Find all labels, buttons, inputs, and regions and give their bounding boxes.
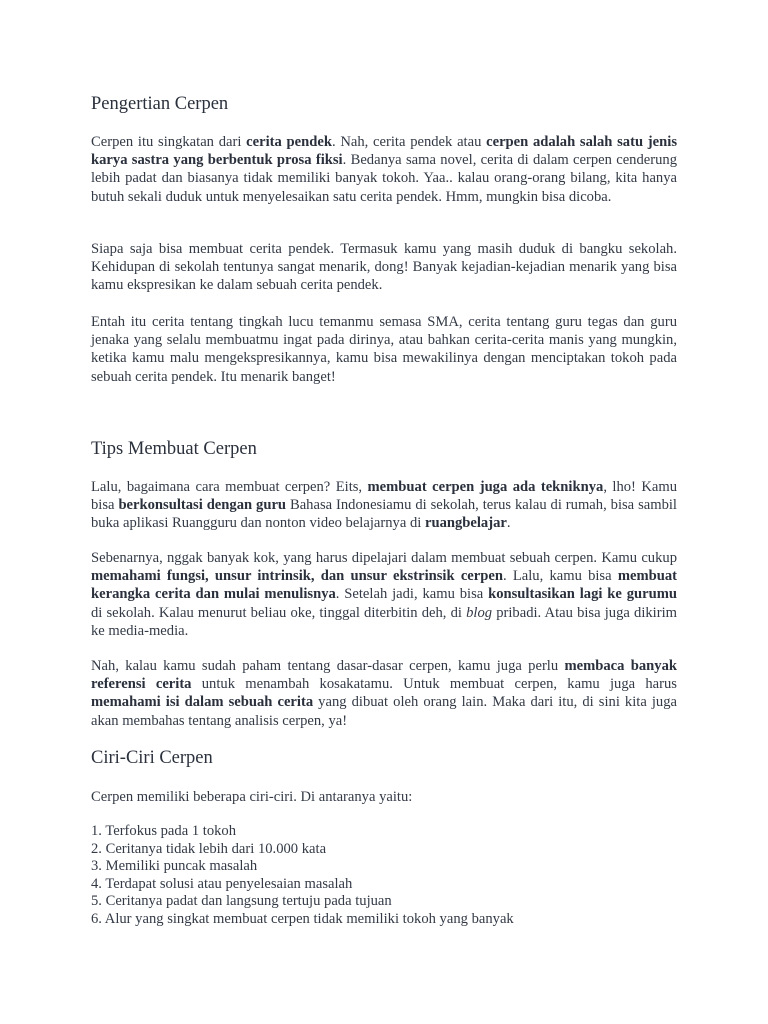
paragraph-pengertian-1 [91, 133, 677, 206]
text-run: Lalu, bagaimana cara membuat cerpen? Eits, [91, 479, 368, 495]
bold-text: konsultasikan lagi ke gurumu [488, 586, 678, 603]
bold-text: membuat cerpen juga ada tekniknya [367, 479, 604, 495]
italic-text: blog [466, 604, 493, 621]
list-item: 2. Ceritanya tidak lebih dari 10.000 kata [91, 840, 327, 857]
bold-text: cerita pendek [246, 134, 332, 150]
list-item: 4. Terdapat solusi atau penyelesaian masalah [91, 875, 353, 892]
text-run: . Bedanya sama novel, cerita di dalam cerpen cenderung lebih padat dan biasanya tidak memiliki banyak tokoh. Yaa.. kalau orang-orang bilang, kita hanya butuh sekali duduk untuk menyelesaikan satu cerita pendek. Hmm, mungkin bisa dicoba. [91, 152, 678, 205]
heading-ciri-ciri-cerpen: Ciri-Ciri Cerpen [91, 748, 213, 768]
text-run: yang dibuat oleh orang lain. Maka dari itu, di sini kita juga akan membahas tentang analisis cerpen, ya! [91, 694, 677, 729]
bold-text: ruangbelajar [424, 515, 507, 532]
paragraph-pengertian-3: Entah itu cerita tentang tingkah lucu temanmu semasa SMA, cerita tentang guru tegas dan guru jenaka yang selalu membuatmu ingat pada dirinya, atau bahkan cerita-cerita manis yang mungkin, ketika kamu malu mengekspresikannya, kamu bisa mewakilinya dengan menciptakan tokoh pada sebuah cerita pendek. Itu menarik banget! [91, 314, 677, 385]
list-item: 6. Alur yang singkat membuat cerpen tidak memiliki tokoh yang banyak [91, 910, 514, 927]
list-item: 1. Terfokus pada 1 tokoh [91, 823, 237, 839]
bold-text: memahami fungsi, unsur intrinsik, dan unsur ekstrinsik cerpen [91, 568, 503, 585]
heading-pengertian-cerpen: Pengertian Cerpen [91, 94, 229, 114]
heading-tips-membuat-cerpen: Tips Membuat Cerpen [91, 439, 257, 459]
text-run: . Nah, cerita pendek atau [331, 134, 487, 150]
list-item: 3. Memiliki puncak masalah [91, 858, 258, 875]
text-run: Cerpen itu singkatan dari [91, 134, 247, 150]
text-run: . Setelah jadi, kamu bisa [335, 586, 489, 603]
paragraph-tips-1 [91, 478, 677, 533]
text-run: . Lalu, kamu bisa [502, 568, 618, 585]
bold-text: membuat kerangka cerita dan mulai menulisnya [91, 568, 677, 603]
text-run: Sebenarnya, nggak banyak kok, yang harus dipelajari dalam membuat sebuah cerpen. Kamu cukup [91, 550, 677, 566]
ciri-ciri-list [91, 823, 677, 929]
paragraph-tips-3 [91, 657, 677, 730]
text-run: pribadi. Atau bisa juga dikirim ke media-media. [91, 604, 677, 639]
bold-text: membaca banyak referensi cerita [91, 658, 677, 693]
text-run: Nah, kalau kamu sudah paham tentang dasar-dasar cerpen, kamu juga perlu [91, 658, 565, 674]
bold-text: memahami isi dalam sebuah cerita [91, 694, 314, 711]
paragraph-ciri-intro: Cerpen memiliki beberapa ciri-ciri. Di antaranya yaitu: [91, 789, 413, 805]
paragraph-tips-2 [91, 549, 677, 640]
text-run: Bahasa Indonesiamu di sekolah, terus kalau di rumah, bisa sambil buka aplikasi Ruangguru dan nonton video belajarnya di [91, 497, 677, 532]
paragraph-pengertian-2: Siapa saja bisa membuat cerita pendek. Termasuk kamu yang masih duduk di bangku sekolah. Kehidupan di sekolah tentunya sangat menarik, dong! Banyak kejadian-kejadian menarik yang bisa kamu ekspresikan ke dalam sebuah cerita pendek. [91, 241, 677, 294]
text-run: untuk menambah kosakatamu. Untuk membuat cerpen, kamu juga harus [191, 676, 677, 693]
list-item: 5. Ceritanya padat dan langsung tertuju pada tujuan [91, 893, 392, 910]
text-run: . [506, 515, 511, 532]
bold-text: cerpen adalah salah satu jenis karya sastra yang berbentuk prosa fiksi [91, 134, 677, 169]
bold-text: berkonsultasi dengan guru [118, 497, 287, 514]
text-run: , lho! Kamu bisa [91, 479, 677, 514]
text-run: di sekolah. Kalau menurut beliau oke, tinggal diterbitin deh, di [91, 604, 467, 621]
